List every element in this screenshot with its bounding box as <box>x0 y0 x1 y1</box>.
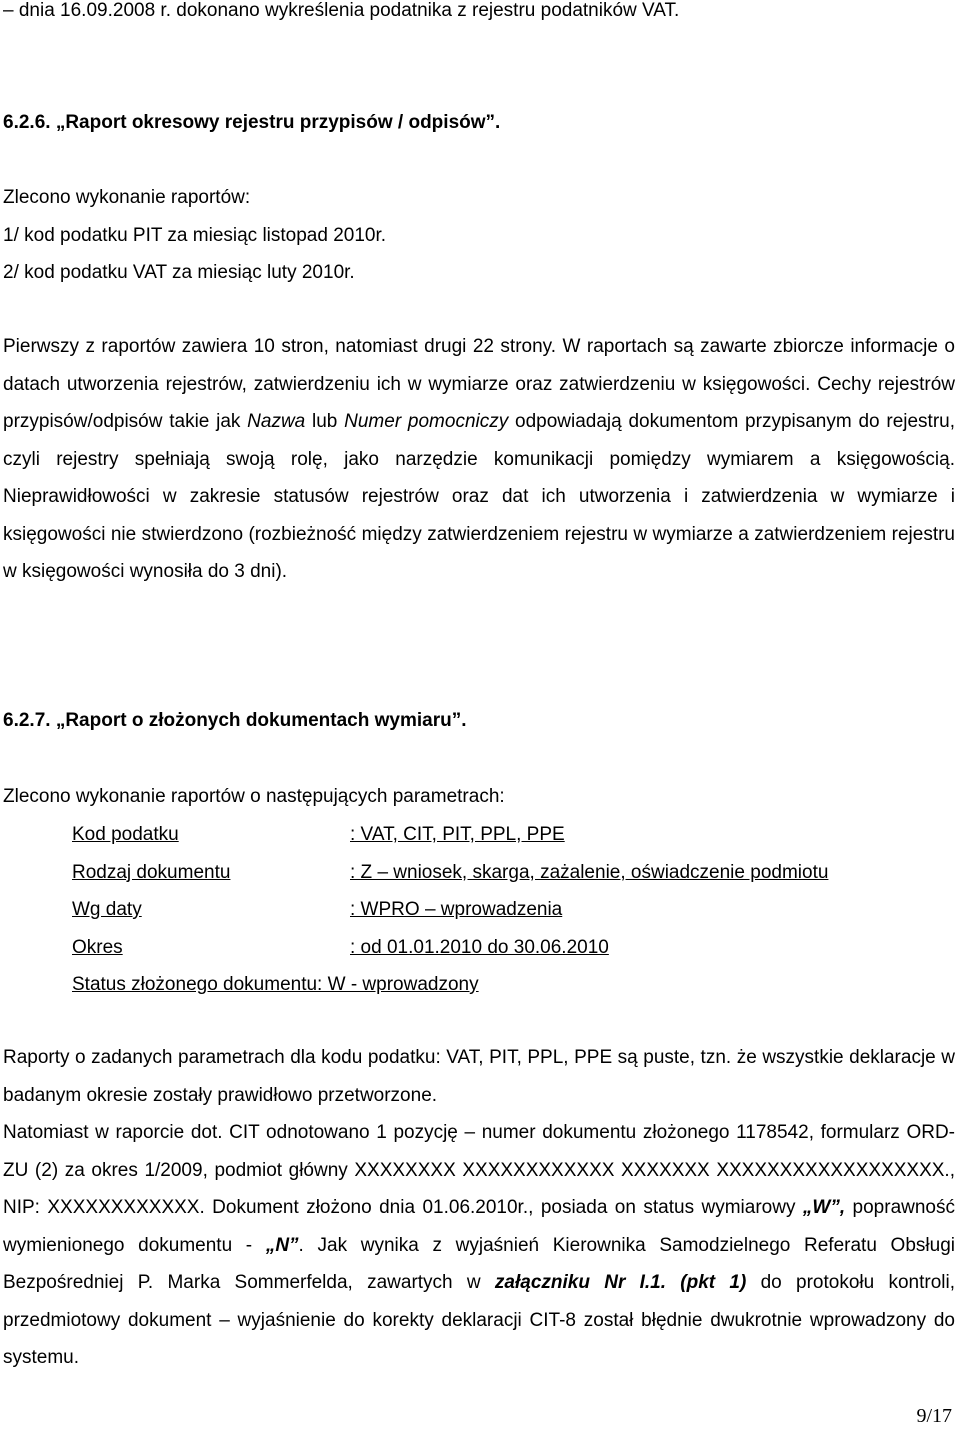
param-label: Wg daty <box>72 899 142 920</box>
paragraph-text-a: Pierwszy z raportów zawiera 10 stron, natomiast drugi 22 strony. W raportach są zawarte zbiorcze informacje o datach utworzenia rejestrów, zatwierdzeniu ich w wymiarze oraz zatwierdzeniu w księgowości. Cechy rejestrów przypisów/odpisów takie jak <box>3 336 955 432</box>
param-value: : Z – wniosek, skarga, zażalenie, oświadczenie podmiotu <box>350 861 829 883</box>
param-row-wg-daty <box>72 891 932 929</box>
page-number: 9/17 <box>916 1405 952 1427</box>
paragraph-text-lub: lub <box>305 411 345 432</box>
intro-line: Zlecono wykonanie raportów: <box>3 187 251 208</box>
numer-pomocniczy-term: Numer pomocniczy <box>344 411 509 432</box>
status-value: Status złożonego dokumentu: W - wprowadzony <box>72 974 479 995</box>
cit-text-c: . Jak wynika z wyjaśnień Kierownika Samodzielnego Referatu Obsługi Bezpośredniej P. Marka Sommerfelda, zawartych w <box>3 1234 955 1293</box>
param-label: Kod podatku <box>72 824 179 845</box>
deregistration-line: – dnia 16.09.2008 r. dokonano wykreślenia podatnika z rejestru podatników VAT. <box>3 0 680 21</box>
section-6-2-7-heading: 6.2.7. „Raport o złożonych dokumentach wymiaru”. <box>3 710 467 731</box>
paragraph-text-b: odpowiadają dokumentom przypisanym do rejestru, czyli rejestry spełniają swoją rolę, jako narzędzie komunikacji pomiędzy wymiarem a księgowością. Nieprawidłowości w zakresie statusów rejestrów oraz dat ich utworzenia i zatwierdzenia w wymiarze i księgowości nie stwierdzono (rozbieżność między zatwierdzeniem rejestru w wymiarze a zatwierdzeniem rejestru w księgowości wynosiła do 3 dni). <box>3 411 955 582</box>
report-item-2: 2/ kod podatku VAT za miesiąc luty 2010r. <box>3 262 355 283</box>
param-row-kod-podatku <box>72 816 932 854</box>
param-value: : od 01.01.2010 do 30.06.2010 <box>350 936 609 958</box>
section-6-2-6-intro <box>3 179 955 292</box>
cit-text-b: poprawność wymienionego dokumentu - <box>3 1197 955 1256</box>
section-6-2-6-heading: 6.2.6. „Raport okresowy rejestru przypisów / odpisów”. <box>3 112 501 133</box>
section-6-2-6-paragraph <box>3 328 955 591</box>
param-label: Okres <box>72 936 123 958</box>
param-row-status <box>72 966 932 1004</box>
cit-report-paragraph <box>3 1114 955 1377</box>
nazwa-term: Nazwa <box>247 411 306 432</box>
section-6-2-7-intro: Zlecono wykonanie raportów o następujących parametrach: <box>3 786 505 807</box>
param-row-okres <box>72 929 932 967</box>
cit-text-d: do protokołu kontroli, przedmiotowy dokument – wyjaśnienie do korekty deklaracji CIT-8 został błędnie dwukrotnie wprowadzony do systemu. <box>3 1272 955 1368</box>
report-item-1: 1/ kod podatku PIT za miesiąc listopad 2010r. <box>3 224 387 246</box>
cit-text-a: Natomiast w raporcie dot. CIT odnotowano 1 pozycję – numer dokumentu złożonego 1178542, formularz ORD-ZU (2) za okres 1/2009, podmiot główny XXXXXXXX XXXXXXXXXXXX XXXXXXX XXXXXXXXXXXXXXXXXX., NIP: XXXXXXXXXXXX. Dokument złożono dnia 01.06.2010r., posiada on status wymiarowy <box>3 1122 955 1218</box>
report-parameters <box>72 816 932 1004</box>
status-w-term: „W”, <box>802 1197 846 1218</box>
status-n-term: „N” <box>265 1234 299 1256</box>
param-row-rodzaj-dokumentu <box>72 854 932 892</box>
attachment-reference: załączniku Nr I.1. (pkt 1) <box>494 1272 747 1293</box>
empty-reports-paragraph: Raporty o zadanych parametrach dla kodu podatku: VAT, PIT, PPL, PPE są puste, tzn. że wszystkie deklaracje w badanym okresie zostały prawidłowo przetworzone. <box>3 1047 955 1106</box>
param-label: Rodzaj dokumentu <box>72 861 231 883</box>
param-value: : VAT, CIT, PIT, PPL, PPE <box>350 824 565 845</box>
param-value: : WPRO – wprowadzenia <box>350 899 563 920</box>
